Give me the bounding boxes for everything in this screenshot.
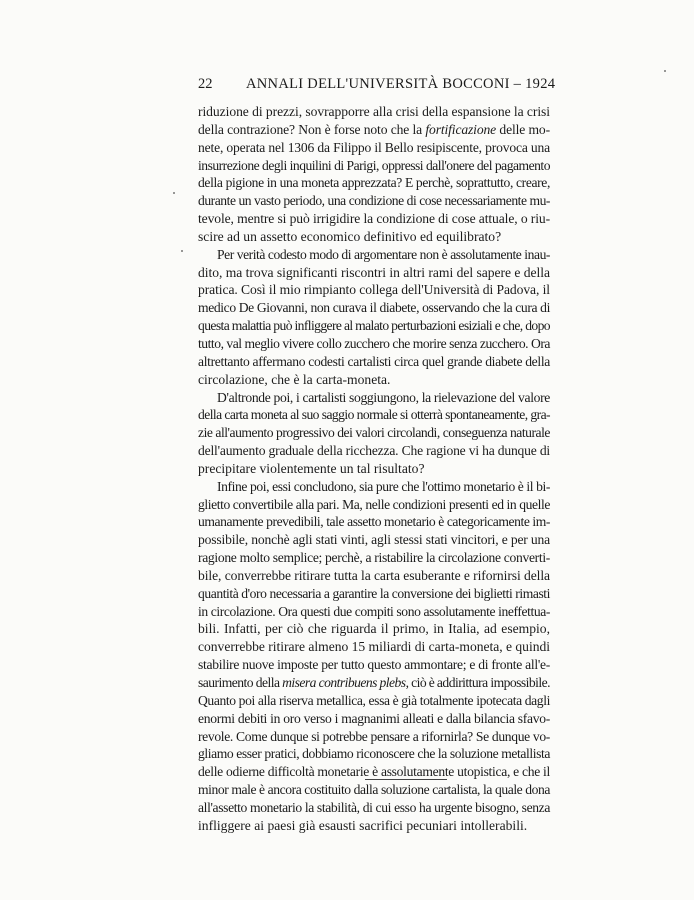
text-line: possibile, nonchè agli stati vinti, agli stessi stati vincitori, e per una — [198, 532, 550, 548]
text-line: insurrezione degli inquilini di Parigi, oppressi dall'onere del pagamento — [198, 157, 550, 173]
text-line: minor male è ancora costituito dalla soluzione cartalista, la quale dona — [198, 782, 550, 798]
text-line: stabilire nuove imposte per tutto questo ammontare; e di fronte all'e- — [198, 657, 550, 673]
body-text — [198, 103, 550, 835]
text-line: circolazione, che è la carta-moneta. — [198, 371, 391, 387]
text-line: pratica. Così il mio rimpianto collega dell'Università di Padova, il — [198, 282, 550, 298]
text-line: tevole, mentre si può irrigidire la condizione di cose attuale, o riu- — [198, 211, 550, 227]
text-line: durante un vasto periodo, una condizione di cose necessariamente mu- — [198, 193, 550, 209]
text-line: Infine poi, essi concludono, sia pure che l'ottimo monetario è il bi- — [217, 478, 550, 494]
text-line: bile, converrebbe ritirare tutta la carta esuberante e rifornirsi della — [198, 567, 550, 583]
text-line: zie all'aumento progressivo dei valori circolandi, conseguenza naturale — [198, 425, 550, 441]
text-line: Per verità codesto modo di argomentare non è assolutamente inau- — [217, 246, 550, 262]
italic-phrase: fortificazione — [425, 121, 497, 137]
section-divider — [365, 779, 447, 780]
text-line: della contrazione? Non è forse noto che la fortificazione delle mo- — [198, 121, 550, 137]
text-line: bili. Infatti, per ciò che riguarda il primo, in Italia, ad esempio, — [198, 621, 550, 637]
text-line: tutto, val meglio vivere collo zucchero che morire senza zucchero. Ora — [198, 335, 550, 351]
paper-speck — [664, 70, 666, 72]
text-line: infliggere ai paesi già esausti sacrifici pecuniari intollerabili. — [198, 817, 528, 833]
running-head — [198, 74, 556, 94]
italic-phrase: misera contribuens plebs — [282, 675, 406, 690]
text-line: umanamente prevedibili, tale assetto monetario è categoricamente im- — [198, 514, 550, 530]
paper-speck — [181, 250, 183, 252]
paper-speck — [173, 192, 175, 194]
text-line: delle odierne difficoltà monetarie è assolutamente utopistica, e che il — [198, 764, 550, 780]
text-line: nete, operata nel 1306 da Filippo il Bello resipiscente, provoca una — [198, 139, 550, 155]
text-line: della carta moneta al suo saggio normale si otterrà spontaneamente, gra- — [198, 407, 550, 423]
text-line: scire ad un assetto economico definitivo ed equilibrato? — [198, 228, 502, 244]
text-line: saurimento della misera contribuens plebs, ciò è addirittura impossibile. — [198, 675, 550, 690]
text-line: ragione molto semplice; perchè, a ristabilire la circolazione converti- — [198, 550, 550, 566]
text-line: revole. Come dunque si potrebbe pensare a rifornirla? Se dunque vo- — [198, 728, 550, 744]
text-line: in circolazione. Ora questi due compiti sono assolutamente ineffettua- — [198, 603, 550, 619]
text-line: D'altronde poi, i cartalisti soggiungono, la rielevazione del valore — [217, 389, 550, 405]
text-line: dito, ma trova significanti riscontri in altri rami del sapere e della — [198, 264, 550, 280]
text-line: all'assetto monetario la stabilità, di cui esso ha urgente bisogno, senza — [198, 799, 550, 815]
text-line: precipitare violentemente un tal risultato? — [198, 460, 425, 476]
text-line: questa malattia può infliggere al malato perturbazioni esiziali e che, dopo — [198, 318, 550, 334]
text-line: altrettanto affermano codesti cartalisti circa quel grande diabete della — [198, 353, 550, 369]
text-line: glietto convertibile alla pari. Ma, nelle condizioni presenti ed in quelle — [198, 496, 550, 512]
text-line: della pigione in una moneta apprezzata? E perchè, soprattutto, creare, — [198, 175, 550, 191]
text-line: converrebbe ritirare almeno 15 miliardi di carta-moneta, e quindi — [198, 639, 550, 655]
text-line: enormi debiti in oro verso i magnanimi alleati e dalla bilancia sfavo- — [198, 710, 550, 726]
text-line: dell'aumento graduale della ricchezza. Che ragione vi ha dunque di — [198, 443, 550, 459]
text-line: medico De Giovanni, non curava il diabete, osservando che la cura di — [198, 300, 550, 316]
journal-title: ANNALI DELL'UNIVERSITÀ BOCCONI – 1924 — [246, 76, 556, 92]
text-line: riduzione di prezzi, sovrapporre alla crisi della espansione la crisi — [198, 104, 550, 119]
page-number: 22 — [198, 76, 213, 92]
text-line: quantità d'oro necessaria a garantire la conversione dei biglietti rimasti — [198, 585, 550, 601]
text-line: Quanto poi alla riserva metallica, essa è già totalmente ipotecata dagli — [198, 692, 550, 708]
text-line: gliamo esser pratici, dobbiamo riconoscere che la soluzione metallista — [198, 746, 550, 762]
